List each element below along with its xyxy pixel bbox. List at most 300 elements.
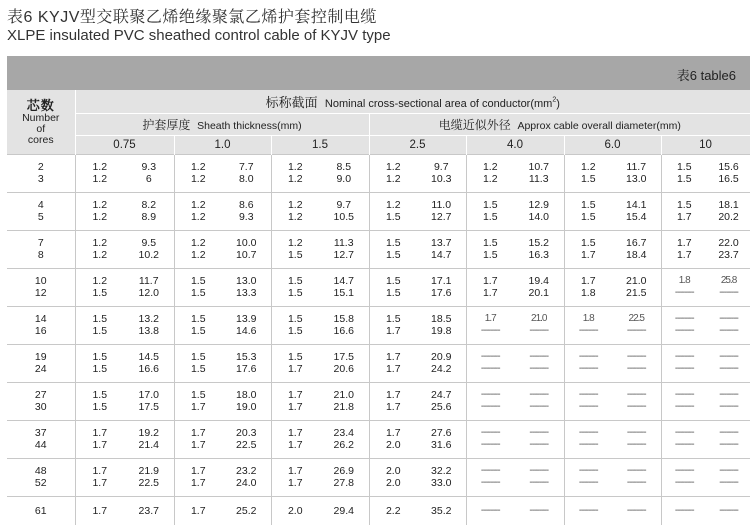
sheath-thickness-value: 1.7 [580, 249, 596, 261]
diameter-cell [707, 382, 750, 420]
sheath-thickness-cell [271, 420, 319, 458]
diameter-value: 8.6 [238, 199, 254, 211]
sheath-thickness-value: 1.2 [287, 237, 303, 249]
diameter-value: 10.0 [236, 237, 257, 249]
cores-header-cn: 芯数 [26, 97, 55, 113]
diameter-value: 8.9 [141, 211, 157, 223]
sheath-thickness-value: 1.5 [287, 313, 303, 325]
diameter-cn: 电缆近似外径 [438, 117, 511, 132]
core-count: 14 [34, 313, 47, 325]
core-count: 30 [34, 401, 47, 413]
sheath-thickness-value: 1.7 [676, 211, 692, 223]
sheath-thickness-cell [564, 344, 612, 382]
core-count: 44 [34, 439, 47, 451]
diameter-value: 13.3 [236, 287, 257, 299]
sheath-thickness-cell [271, 344, 319, 382]
diameter-value: 21.4 [138, 439, 159, 451]
diameter-value: -------- [719, 363, 738, 374]
diameter-cell [514, 382, 564, 420]
sheath-thickness-cell [174, 192, 222, 230]
diameter-cell [222, 230, 271, 268]
table-row [7, 458, 750, 496]
sheath-thickness-cell [271, 192, 319, 230]
diameter-cell [612, 496, 661, 525]
core-count-cell [7, 230, 75, 268]
table-row [7, 268, 750, 306]
diameter-value: 19.2 [138, 427, 159, 439]
sheath-thickness-value: 1.7 [287, 389, 303, 401]
sheath-thickness-value: 1.5 [580, 199, 596, 211]
sheath-thickness-cell [564, 230, 612, 268]
diameter-value: -------- [719, 465, 738, 476]
diameter-cell [417, 496, 466, 525]
diameter-cell [417, 230, 466, 268]
sheath-thickness-value: 1.5 [580, 173, 596, 185]
diameter-value: 11.7 [138, 275, 159, 287]
sheath-thickness-value: -------- [578, 325, 598, 336]
diameter-value: 21.5 [626, 287, 647, 299]
sheath-thickness-value: 1.7 [482, 275, 498, 287]
diameter-value: 15.8 [333, 313, 354, 325]
sheath-thickness-value: 1.5 [92, 325, 108, 337]
diameter-value: -------- [529, 427, 549, 438]
core-count-cell [7, 306, 75, 344]
diameter-value: 11.0 [431, 199, 452, 211]
diameter-cell [514, 420, 564, 458]
sheath-thickness-value: 1.5 [385, 275, 401, 287]
diameter-value: -------- [529, 465, 549, 476]
diameter-value: 22.5 [236, 439, 257, 451]
diameter-cell [514, 344, 564, 382]
size-header-10: 10 [661, 135, 750, 154]
diameter-value: -------- [626, 325, 646, 336]
sheath-thickness-cell [661, 192, 707, 230]
diameter-cell [319, 420, 369, 458]
cores-header-en-3: cores [27, 133, 54, 146]
diameter-value: 21.0 [531, 313, 547, 324]
diameter-cell [319, 496, 369, 525]
diameter-value: -------- [626, 477, 646, 488]
sheath-thickness-cell [75, 344, 124, 382]
diameter-value: 35.2 [431, 504, 452, 517]
sheath-thickness-value: 1.2 [92, 237, 108, 249]
sheath-thickness-value: -------- [578, 427, 598, 438]
sheath-thickness-cell [75, 496, 124, 525]
table-row [7, 192, 750, 230]
core-count: 16 [34, 325, 47, 337]
diameter-en: Approx cable overall diameter(mm) [517, 119, 681, 132]
diameter-cell [514, 268, 564, 306]
core-count: 19 [34, 351, 47, 363]
sheath-thickness-value: 1.7 [482, 287, 498, 299]
diameter-value: 17.6 [431, 287, 452, 299]
diameter-value: 8.2 [141, 199, 157, 211]
diameter-value: -------- [529, 504, 549, 516]
sheath-thickness-cell [564, 420, 612, 458]
sheath-thickness-value: 1.7 [385, 325, 401, 337]
diameter-value: 18.1 [718, 199, 739, 211]
sheath-thickness-value: 1.2 [287, 161, 303, 173]
diameter-value: -------- [626, 504, 646, 516]
diameter-cell [319, 154, 369, 192]
size-header-6.0: 6.0 [564, 135, 661, 154]
core-count-cell [7, 192, 75, 230]
sheath-thickness-value: -------- [674, 401, 694, 412]
diameter-value: 10.3 [431, 173, 452, 185]
sheath-thickness-value: 1.2 [190, 249, 206, 261]
diameter-value: 20.2 [718, 211, 739, 223]
sheath-thickness-value: 1.2 [190, 161, 206, 173]
diameter-cell [514, 496, 564, 525]
diameter-value: -------- [719, 504, 738, 516]
sheath-thickness-cell [466, 458, 514, 496]
sheath-thickness-value: 1.2 [482, 161, 498, 173]
sheath-thickness-cell [661, 496, 707, 525]
table-header-band [7, 56, 750, 90]
sheath-thickness-cell [466, 154, 514, 192]
diameter-value: 13.9 [236, 313, 257, 325]
core-count: 7 [37, 237, 44, 249]
diameter-value: 15.3 [236, 351, 257, 363]
table-row [7, 420, 750, 458]
diameter-value: -------- [719, 313, 738, 324]
sheath-thickness-value: 1.2 [92, 173, 108, 185]
sheath-thickness-cell [369, 230, 417, 268]
sheath-thickness-cell [271, 382, 319, 420]
sheath-thickness-cell [271, 496, 319, 525]
sheath-thickness-value: 1.5 [92, 351, 108, 363]
sheath-thickness-value: 1.8 [678, 275, 690, 286]
diameter-value: 10.2 [138, 249, 159, 261]
sheath-thickness-cell [174, 154, 222, 192]
core-count: 3 [37, 173, 44, 185]
core-count: 27 [34, 389, 47, 401]
diameter-cell [222, 458, 271, 496]
core-count: 12 [34, 287, 47, 299]
diameter-cell [222, 344, 271, 382]
sheath-thickness-cell [271, 268, 319, 306]
diameter-cell [124, 306, 174, 344]
core-count-cell [7, 420, 75, 458]
diameter-cell [514, 230, 564, 268]
sheath-thickness-value: 1.2 [190, 173, 206, 185]
sheath-thickness-cell [564, 306, 612, 344]
sheath-thickness-cell [466, 496, 514, 525]
sheath-thickness-value: 1.2 [385, 173, 401, 185]
sheath-thickness-value: 1.5 [287, 275, 303, 287]
sheath-thickness-value: 1.5 [676, 173, 692, 185]
sheath-thickness-value: 1.2 [580, 161, 596, 173]
diameter-value: -------- [626, 439, 646, 450]
sheath-thickness-value: 1.5 [482, 249, 498, 261]
diameter-value: -------- [529, 363, 549, 374]
sheath-thickness-cell [174, 458, 222, 496]
sheath-thickness-cell [661, 382, 707, 420]
sheath-thickness-value: 1.7 [385, 427, 401, 439]
diameter-value: 14.7 [431, 249, 452, 261]
diameter-value: 14.6 [236, 325, 257, 337]
diameter-value: -------- [626, 401, 646, 412]
diameter-value: 17.6 [236, 363, 257, 375]
diameter-value: 17.5 [138, 401, 159, 413]
sheath-thickness-value: 1.5 [92, 401, 108, 413]
diameter-value: 19.4 [528, 275, 549, 287]
diameter-cell [222, 268, 271, 306]
core-count-cell [7, 496, 75, 525]
diameter-cell [514, 458, 564, 496]
diameter-cell [612, 420, 661, 458]
diameter-value: 11.3 [333, 237, 354, 249]
sheath-thickness-cn: 护套厚度 [142, 117, 191, 132]
sheath-thickness-value: 1.5 [385, 287, 401, 299]
diameter-value: -------- [719, 401, 738, 412]
diameter-value: 22.5 [628, 313, 644, 324]
diameter-cell [124, 496, 174, 525]
sheath-thickness-value: 1.7 [190, 427, 206, 439]
sheath-thickness-cell [661, 268, 707, 306]
sheath-thickness-value: -------- [578, 363, 598, 374]
sheath-thickness-value: 1.7 [287, 439, 303, 451]
sheath-thickness-value: -------- [480, 363, 500, 374]
diameter-cell [319, 458, 369, 496]
sheath-thickness-value: 1.7 [385, 401, 401, 413]
sheath-thickness-value: 1.5 [92, 313, 108, 325]
diameter-value: -------- [626, 465, 646, 476]
diameter-cell [124, 154, 174, 192]
diameter-value: 18.4 [626, 249, 647, 261]
sheath-thickness-value: -------- [674, 427, 694, 438]
sheath-thickness-value: 1.5 [287, 249, 303, 261]
diameter-value: 25.6 [431, 401, 452, 413]
diameter-cell [417, 344, 466, 382]
sheath-thickness-value: 1.5 [287, 351, 303, 363]
size-header-0.75: 0.75 [75, 135, 174, 154]
sheath-thickness-value: 1.2 [287, 199, 303, 211]
diameter-value: 10.5 [333, 211, 354, 223]
sheath-thickness-value: 1.5 [676, 161, 692, 173]
diameter-value: 24.2 [431, 363, 452, 375]
sheath-thickness-value: 1.5 [92, 287, 108, 299]
diameter-cell [222, 306, 271, 344]
sheath-thickness-value: 1.2 [92, 211, 108, 223]
sheath-thickness-value: 1.5 [385, 313, 401, 325]
sheath-thickness-value: 1.5 [385, 237, 401, 249]
diameter-cell [319, 344, 369, 382]
sheath-thickness-value: -------- [674, 389, 694, 400]
diameter-cell [612, 344, 661, 382]
size-header-4.0: 4.0 [466, 135, 564, 154]
diameter-value: 17.5 [333, 351, 354, 363]
sheath-thickness-cell [174, 382, 222, 420]
diameter-value: 20.9 [431, 351, 452, 363]
sheath-thickness-cell [174, 344, 222, 382]
sheath-thickness-value: 1.7 [190, 477, 206, 489]
diameter-cell [612, 306, 661, 344]
sheath-thickness-cell [466, 420, 514, 458]
diameter-cell [124, 192, 174, 230]
sheath-thickness-cell [564, 268, 612, 306]
diameter-value: 16.3 [528, 249, 549, 261]
sheath-thickness-value: -------- [578, 351, 598, 362]
diameter-value: 6 [145, 173, 152, 185]
core-count-cell [7, 344, 75, 382]
diameter-value: -------- [626, 427, 646, 438]
diameter-value: 23.7 [138, 504, 159, 517]
diameter-value: 13.0 [236, 275, 257, 287]
diameter-value: 20.1 [528, 287, 549, 299]
sheath-thickness-value: 1.5 [190, 287, 206, 299]
sheath-thickness-value: 1.2 [190, 211, 206, 223]
diameter-cell [612, 268, 661, 306]
core-count-cell [7, 154, 75, 192]
diameter-value: 13.7 [431, 237, 452, 249]
sheath-thickness-value: -------- [480, 401, 500, 412]
nominal-section-superscript: 2 [552, 96, 557, 104]
diameter-value: 15.6 [718, 161, 739, 173]
diameter-value: 7.7 [238, 161, 254, 173]
sheath-thickness-value: -------- [578, 465, 598, 476]
diameter-cell [222, 154, 271, 192]
sheath-thickness-value: 2.0 [385, 439, 401, 451]
diameter-cell [319, 382, 369, 420]
sheath-thickness-value: 1.5 [92, 389, 108, 401]
diameter-cell [514, 154, 564, 192]
diameter-cell [707, 458, 750, 496]
diameter-value: 11.7 [626, 161, 647, 173]
sheath-thickness-cell [466, 382, 514, 420]
sheath-thickness-value: 1.5 [190, 313, 206, 325]
sheath-thickness-value: 1.7 [190, 465, 206, 477]
diameter-value: -------- [529, 325, 549, 336]
sheath-thickness-cell [369, 154, 417, 192]
diameter-value: 20.6 [333, 363, 354, 375]
sheath-thickness-cell [271, 306, 319, 344]
sheath-thickness-value: -------- [674, 439, 694, 450]
sheath-thickness-value: 1.5 [385, 249, 401, 261]
diameter-value: 22.0 [718, 237, 739, 249]
sheath-thickness-cell [661, 344, 707, 382]
sheath-thickness-cell [174, 230, 222, 268]
diameter-value: 9.3 [141, 161, 157, 173]
diameter-cell [124, 268, 174, 306]
sheath-thickness-cell [75, 154, 124, 192]
sheath-thickness-value: 2.0 [287, 504, 303, 517]
sheath-thickness-value: 1.8 [580, 287, 596, 299]
diameter-value: 16.5 [718, 173, 739, 185]
diameter-value: 18.5 [431, 313, 452, 325]
diameter-cell [319, 306, 369, 344]
diameter-value: 16.6 [333, 325, 354, 337]
core-count: 24 [34, 363, 47, 375]
diameter-value: 27.8 [333, 477, 354, 489]
sheath-thickness-cell [564, 496, 612, 525]
sheath-thickness-value: 1.7 [92, 427, 108, 439]
diameter-cell [707, 192, 750, 230]
diameter-value: 10.7 [236, 249, 257, 261]
diameter-value: 20.3 [236, 427, 257, 439]
sheath-thickness-value: 1.5 [190, 275, 206, 287]
cable-spec-table [7, 90, 750, 525]
diameter-value: -------- [529, 401, 549, 412]
diameter-cell [612, 192, 661, 230]
diameter-value: 22.5 [138, 477, 159, 489]
sheath-thickness-value: -------- [480, 389, 500, 400]
nominal-section-header [75, 90, 750, 113]
diameter-value: 15.4 [626, 211, 647, 223]
diameter-value: 31.6 [431, 439, 452, 451]
core-count: 5 [37, 211, 44, 223]
diameter-cell [514, 306, 564, 344]
diameter-value: -------- [719, 325, 738, 336]
diameter-value: 23.7 [718, 249, 739, 261]
diameter-value: 18.0 [236, 389, 257, 401]
diameter-value: 23.4 [333, 427, 354, 439]
table-row [7, 382, 750, 420]
diameter-value: 23.2 [236, 465, 257, 477]
sheath-thickness-value: 1.2 [385, 199, 401, 211]
diameter-value: 21.0 [626, 275, 647, 287]
sheath-thickness-value: 1.7 [287, 363, 303, 375]
sheath-thickness-value: 1.5 [190, 363, 206, 375]
table-row [7, 306, 750, 344]
sheath-thickness-cell [466, 192, 514, 230]
sheath-thickness-value: 1.7 [287, 465, 303, 477]
diameter-cell [417, 192, 466, 230]
diameter-value: 10.7 [528, 161, 549, 173]
sheath-thickness-value: 1.2 [190, 237, 206, 249]
diameter-value: 14.7 [333, 275, 354, 287]
sheath-thickness-cell [271, 154, 319, 192]
sheath-thickness-value: 1.7 [92, 465, 108, 477]
diameter-value: -------- [719, 439, 738, 450]
diameter-value: -------- [529, 351, 549, 362]
diameter-value: 8.5 [336, 161, 352, 173]
sheath-thickness-value: 1.2 [92, 199, 108, 211]
sheath-thickness-cell [369, 382, 417, 420]
sheath-thickness-cell [174, 420, 222, 458]
sheath-thickness-cell [369, 192, 417, 230]
sheath-thickness-value: 2.0 [385, 465, 401, 477]
sheath-thickness-value: -------- [480, 351, 500, 362]
sheath-thickness-cell [661, 306, 707, 344]
nominal-section-en: Nominal cross-sectional area of conductor(mm [324, 97, 553, 110]
table-row [7, 344, 750, 382]
diameter-value: 12.9 [528, 199, 549, 211]
sheath-thickness-cell [75, 420, 124, 458]
sheath-thickness-value: 1.5 [92, 363, 108, 375]
diameter-cell [417, 154, 466, 192]
diameter-value: 14.5 [138, 351, 159, 363]
sheath-thickness-header [75, 113, 369, 135]
diameter-cell [707, 268, 750, 306]
diameter-value: 12.7 [333, 249, 354, 261]
sheath-thickness-cell [75, 268, 124, 306]
sheath-thickness-value: 1.5 [482, 237, 498, 249]
diameter-value: 13.2 [138, 313, 159, 325]
sheath-thickness-cell [369, 496, 417, 525]
sheath-thickness-cell [174, 306, 222, 344]
sheath-thickness-value: -------- [578, 401, 598, 412]
core-count: 2 [37, 161, 44, 173]
sheath-thickness-value: 1.5 [580, 211, 596, 223]
sheath-thickness-value: 1.2 [190, 199, 206, 211]
diameter-cell [319, 268, 369, 306]
diameter-cell [319, 230, 369, 268]
diameter-value: -------- [626, 389, 646, 400]
sheath-thickness-value: 1.7 [190, 504, 206, 517]
diameter-cell [707, 154, 750, 192]
sheath-thickness-value: -------- [480, 325, 500, 336]
